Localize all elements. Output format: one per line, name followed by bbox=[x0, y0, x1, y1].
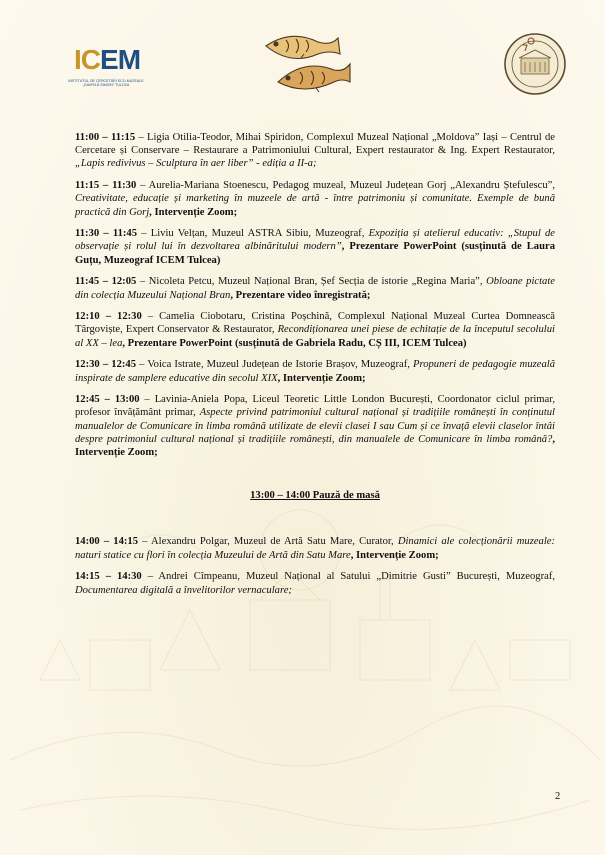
program-entry: 11:00 – 11:15 – Ligia Otilia-Teodor, Mihai Spiridon, Complexul Muzeal Național „Moldova” Iași – Centrul de Cercetare și Conservare – Restaurare a Patrimoniului Cultural, Expert restaurator & Ing. Expert Restaurator, „Lapis redivivus – Sculptura în aer liber” - ediția a II-a; bbox=[75, 132, 556, 170]
program-entry: 12:30 – 12:45 – Voica Istrate, Muzeul Județean de Istorie Brașov, Muzeograf, Propuneri de pedagogie muzeală inspirate de samplere educative din secolul XIX, Intervenție Zoom; bbox=[75, 359, 555, 384]
program-entry: 11:45 – 12:05 – Nicoleta Petcu, Muzeul Național Bran, Șef Secția de istorie „Regina Maria”, Obloane pictate din colecția Muzeului Național Bran, Prezentare video înregistrată; bbox=[75, 276, 555, 301]
fish-emblem bbox=[256, 24, 356, 100]
program-content bbox=[75, 131, 555, 605]
anniversary-seal bbox=[503, 32, 567, 96]
icem-logo bbox=[66, 44, 146, 92]
program-entry: 11:15 – 11:30 – Aurelia-Mariana Stoenescu, Pedagog muzeal, Muzeul Județean Gorj „Alexandru Ștefulescu”, Creativitate, educație și marketing în muzeele de artă - între patrimoniu și comunitate. Exemple de bună practică din Gorj, Intervenție Zoom; bbox=[75, 180, 556, 218]
page-number: 2 bbox=[555, 791, 561, 802]
lunch-break-heading: 13:00 – 14:00 Pauză de masă bbox=[250, 490, 380, 502]
program-entry: 12:45 – 13:00 – Lavinia-Aniela Popa, Liceul Teoretic Little London București, Coordonator ciclul primar, profesor învățământ primar, Aspecte privind patrimoniul cultural național și tradițiile românești în conținutul manualelor de Comunicare în limba română utilizate de elevii clasei I sau Cum și ce învață elevii claselor întâi despre patrimoniul cultural național și tradițiile românești, din manualele de Comunicare în limba română?, Intervenție Zoom; bbox=[75, 394, 555, 459]
program-entry: 14:00 – 14:15 – Alexandru Polgar, Muzeul de Artă Satu Mare, Curator, Dinamici ale colecționării muzeale: naturi statice cu flori în colecția Muzeului de Artă din Satu Mare, Intervenție Zoom; bbox=[75, 536, 555, 561]
program-entry: 14:15 – 14:30 – Andrei Cîmpeanu, Muzeul Național al Satului „Dimitrie Gusti” București, Muzeograf, Documentarea digitală a învelitorilor vernaculare; bbox=[75, 571, 555, 596]
icem-logo-wordmark: ICEM bbox=[74, 44, 141, 75]
page-header bbox=[0, 0, 605, 110]
icem-logo-subtitle: INSTITUTUL DE CERCETĂRI ECO-MUZEALE „GAVRILĂ SIMION” TULCEA bbox=[68, 79, 144, 87]
program-entry: 12:10 – 12:30 – Camelia Ciobotaru, Cristina Poșchină, Complexul Național Muzeal Curtea Domnească Târgoviște, Expert Conservator & Restaurator, Recondiționarea unei piese de echitație de la începutul secolului al XX – lea, Prezentare PowerPoint (susținută de Gabriela Radu, CȘ III, ICEM Tulcea) bbox=[75, 311, 555, 349]
program-entry: 11:30 – 11:45 – Liviu Velțan, Muzeul ASTRA Sibiu, Muzeograf, Expoziția și atelierul educativ: „Stupul de observație și rolul lui în dezvoltarea albinăritului modern”, Prezentare PowerPoint (susținută de Laura Guțu, Muzeograf ICEM Tulcea) bbox=[75, 228, 555, 266]
